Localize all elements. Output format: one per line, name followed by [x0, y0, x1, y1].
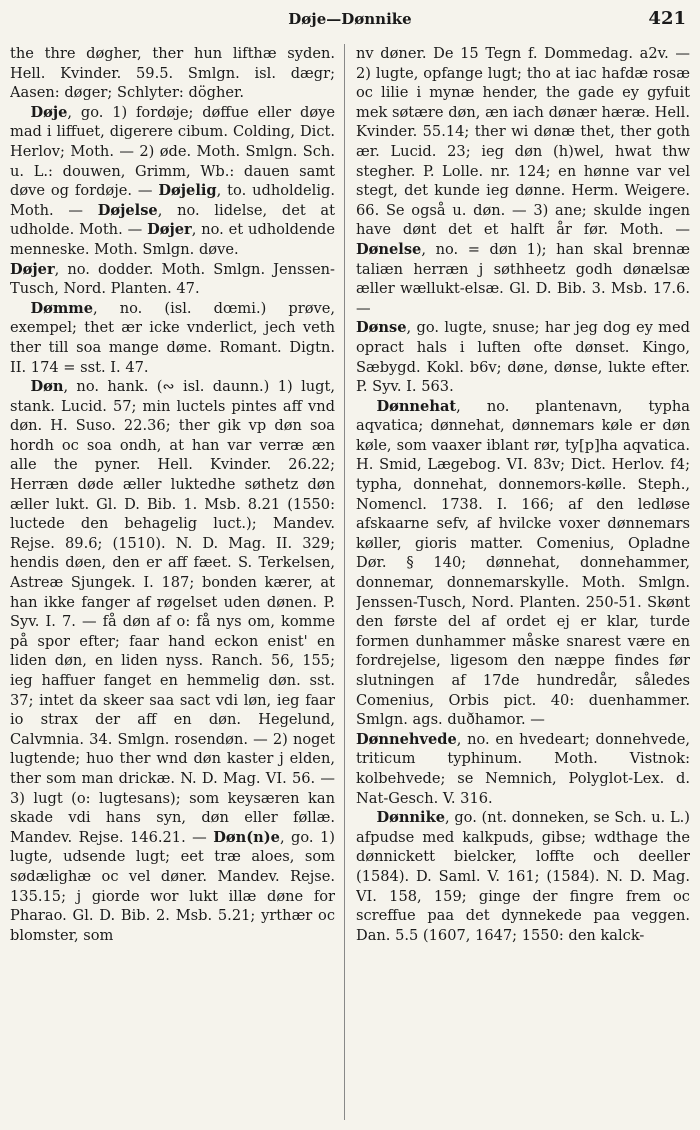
headword: Døje	[30, 103, 68, 121]
dictionary-paragraph	[356, 318, 690, 396]
entry-text: , to. udholdelig. Moth. —	[10, 182, 335, 219]
entry-text: , no. et udholdende menneske. Moth. Smlgn. døve.	[10, 221, 335, 258]
headword: Dønnehat	[376, 397, 457, 415]
entry-text: the thre døgher, ther hun lifthæ syden. Hell. Kvinder. 59.5. Smlgn. isl. dægr; Aasen: døger; Schlyter: dögher.	[10, 45, 335, 102]
page-number: 421	[648, 8, 686, 29]
dictionary-paragraph	[356, 808, 690, 945]
headword: Dønelse	[356, 240, 422, 258]
entry-text: , no. = døn 1); han skal brennæ taliæn herræn j søthheetz godh dønælsæ æller wællukt-elsæ. Gl. D. Bib. 3. Msb. 17.6. —	[356, 240, 690, 317]
entry-text: , go. 1) fordøje; døffue eller døye mad i liffuet, digerere cibum. Colding, Dict. Herlov; Moth. — 2) øde. Moth. Smlgn. Sch. u. L.: douwen, Grimm, Wb.: dauen samt døve og fordøje. —	[10, 103, 335, 200]
entry-text: , go. lugte, snuse; har jeg dog ey med opract hals i luften ofte dønset. Kingo, Sæbygd. Kokl. b6v; døne, dønse, lukte efter. P. Syv. I. 563.	[356, 319, 690, 396]
headword: Dønnike	[376, 809, 445, 827]
headword: Døjelig	[158, 182, 217, 200]
entry-text: nv døner. De 15 Tegn f. Dommedag. a2v. — 2) lugte, opfange lugt; tho at iac hafdæ rosæ oc lilie i mynæ hender, the gade ey gyfuit mek søtære døn, æn iach dønær hæræ. Hell. Kvinder. 55.14; ther wi dønæ thet, ther goth ær. Lucid. 23; ieg døn (h)wel, hwat thw stegher. P. Lolle. nr. 124; en hønne var vel stegt, det kunde ieg dønne. Herm. Weigere. 66. Se også u. døn. — 3) ane; skulde ingen have dønt det et halft år før. Moth. —	[356, 45, 690, 239]
headword: Døjelse	[97, 201, 158, 219]
right-column	[356, 44, 690, 1120]
entry-text: , no. lidelse, det at udholde. Moth. —	[10, 201, 335, 239]
dictionary-paragraph	[10, 260, 335, 299]
headword: Dømme	[30, 299, 93, 317]
dictionary-paragraph	[10, 299, 335, 377]
dictionary-paragraph	[10, 44, 335, 103]
entry-text: , no. en hvedeart; donnehvede, triticum typhinum. Moth. Vistnok: kolbehvede; se Nemnich, Polyglot-Lex. d. Nat-Gesch. V. 316.	[356, 730, 690, 807]
dictionary-paragraph	[10, 377, 335, 945]
entry-text: , no. hank. (∾ isl. daunn.) 1) lugt, stank. Lucid. 57; min luctels pintes aff vnd døn. H. Suso. 22.36; ther gik vp døn soa hordh oc soa ondh, at han var verræ æn alle the pyner. Hell. Kvinder. 26.22; Herræn døde æller luktedhe søthetz døn æller lukt. Gl. D. Bib. 1. Msb. 8.21 (1550: luctede den behagelig luct.); Mandev. Rejse. 89.6; (1510). N. D. Mag. II. 329; hendis døen, den er aff fæet. S. Terkelsen, Astreæ Sjungek. I. 187; bonden kærer, at han ikke fanger af røgelset uden dønen. P. Syv. I. 7. — få døn af o: få nys om, komme på spor efter; faar hand eckon enist' en liden døn, en liden nyss. Ranch. 56, 155; ieg haffuer fanget en hemmelig døn. sst. 37; intet da skeer saa sact vdi løn, ieg faar io strax der aff en døn. Hegelund, Calvmnia. 34. Smlgn. rosendøn. — 2) noget lugtende; huo ther wnd døn kaster j elden, ther som man drickæ. N. D. Mag. VI. 56. — 3) lugt (o: lugtesans); som keysæren kan skade vdi hans syn, døn eller føllæ. Mandev. Rejse. 146.21. —	[10, 378, 335, 846]
entry-text: , no. (isl. dœmi.) prøve, exempel; thet ær icke vnderlict, jech veth ther till soa mange døme. Romant. Digtn. II. 174 = sst. I. 47.	[10, 299, 335, 376]
dictionary-paragraph	[10, 103, 335, 260]
dictionary-paragraph	[356, 730, 690, 808]
entry-text: , no. dodder. Moth. Smlgn. Jenssen-Tusch, Nord. Planten. 47.	[10, 260, 335, 298]
headword: Døn(n)e	[213, 828, 280, 846]
left-column	[10, 44, 335, 1120]
entry-text: , no. plantenavn, typha aqvatica; dønnehat, dønnemars køle er døn køle, som vaaxer iblant rør, ty[p]ha aqvatica. H. Smid, Lægebog. VI. 83v; Dict. Herlov. f4; typha, donnehat, donnemors-kølle. Steph., Nomencl. 1738. I. 166; af den ledløse afskaarne sefv, af hvilcke voxer dønnemars køller, gioris matter. Comenius, Opladne Dør. § 140; dønnehat, donnehammer, donnemar, donnemarskylle. Moth. Smlgn. Jenssen-Tusch, Nord. Planten. 250-51. Skønt den første del af ordet ej er klar, turde formen dunhammer måske snarest være en fordrejelse, ligesom den næppe findes før slutningen af 17de hundredår, således Comenius, Orbis pict. 40: duenhammer. Smlgn. ags. duðhamor. —	[356, 397, 690, 729]
entry-text: , go. (nt. donneken, se Sch. u. L.) afpudse med kalkpuds, gibse; wdthage the dønnickett bielcker, loffte och deeller (1584). D. Saml. V. 161; (1584). N. D. Mag. VI. 158, 159; ginge der fingre frem oc screffue paa det dynnekede paa veggen. Dan. 5.5 (1607, 1647; 1550: den kalck-	[356, 809, 690, 944]
headword: Dønnehvede	[356, 730, 457, 748]
headword: Døn	[30, 378, 64, 396]
headword: Døjer	[10, 260, 55, 278]
running-head: Døje—Dønnike	[288, 10, 412, 28]
page-header	[0, 6, 700, 34]
headword: Døjer	[147, 221, 192, 239]
dictionary-paragraph	[356, 44, 690, 318]
dictionary-paragraph	[356, 397, 690, 730]
column-divider	[344, 44, 345, 1120]
entry-text: , go. 1) lugte, udsende lugt; eet træ aloes, som sødælighæ oc vel døner. Mandev. Rejse. 135.15; j giorde wor lukt illæ døne for Pharao. Gl. D. Bib. 2. Msb. 5.21; yrthær oc blomster, som	[10, 828, 335, 944]
headword: Dønse	[356, 319, 407, 337]
